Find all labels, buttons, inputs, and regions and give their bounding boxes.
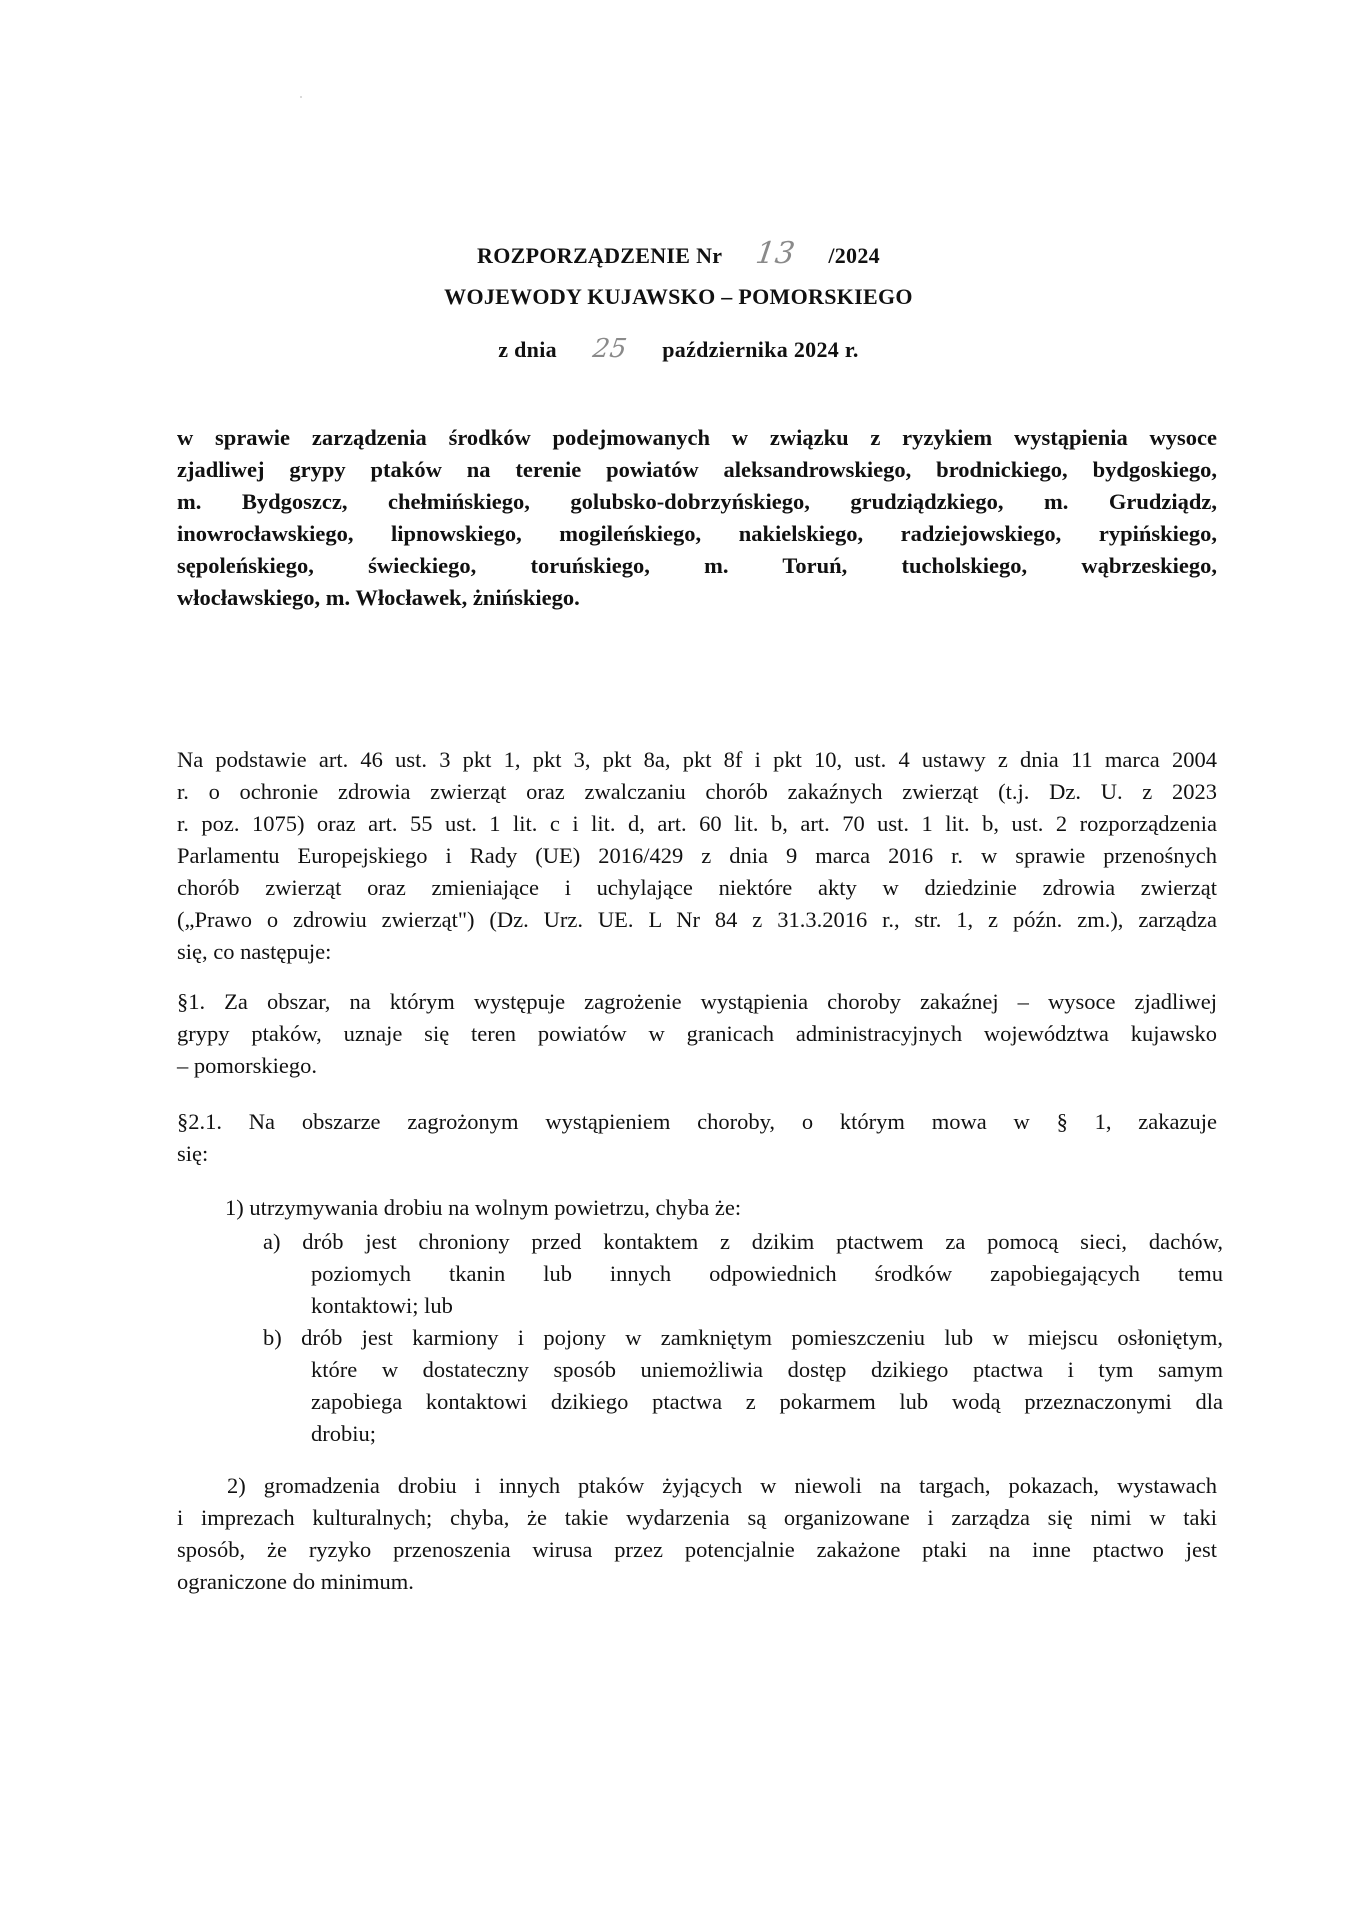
regulation-subject	[177, 422, 1217, 614]
basis-line: chorób zwierząt oraz zmieniające i uchylające niektóre akty w dziedzinie zdrowia zwierząt	[177, 875, 1217, 900]
date-suffix: października 2024 r.	[662, 337, 859, 362]
section-1-line: – pomorskiego.	[177, 1053, 317, 1078]
item-1b-line: drobiu;	[311, 1421, 376, 1446]
basis-line: się, co następuje:	[177, 939, 332, 964]
item-1b-line: które w dostateczny sposób uniemożliwia dostęp dzikiego ptactwa i tym samym	[311, 1357, 1223, 1382]
section-1	[177, 986, 1217, 1082]
section-2-1	[177, 1106, 1217, 1170]
item-2-line: i imprezach kulturalnych; chyba, że takie wydarzenia są organizowane i zarządza się nimi w taki	[177, 1505, 1217, 1530]
subject-line: włocławskiego, m. Włocławek, żnińskiego.	[177, 585, 580, 610]
date-prefix: z dnia	[498, 337, 557, 362]
subject-line: w sprawie zarządzenia środków podejmowanych w związku z ryzykiem wystąpienia wysoce	[177, 425, 1217, 450]
basis-line: r. poz. 1075) oraz art. 55 ust. 1 lit. c i lit. d, art. 60 lit. b, art. 70 ust. 1 lit. b, ust. 2 rozporządzenia	[177, 811, 1217, 836]
subject-line: inowrocławskiego, lipnowskiego, mogileńskiego, nakielskiego, radziejowskiego, rypińskiego,	[177, 521, 1217, 546]
item-1-line: 1) utrzymywania drobiu na wolnym powietrzu, chyba że:	[225, 1195, 742, 1220]
section-1-line: §1. Za obszar, na którym występuje zagrożenie wystąpienia choroby zakaźnej – wysoce zjadliwej	[177, 989, 1217, 1014]
legal-basis	[177, 744, 1217, 968]
item-1a-line: kontaktowi; lub	[311, 1293, 453, 1318]
basis-line: r. o ochronie zdrowia zwierząt oraz zwalczaniu chorób zakaźnych zwierząt (t.j. Dz. U. z 2023	[177, 779, 1217, 804]
item-1a-line: a) drób jest chroniony przed kontaktem z dzikim ptactwem za pomocą sieci, dachów,	[263, 1229, 1223, 1254]
item-1b-line: b) drób jest karmiony i pojony w zamkniętym pomieszczeniu lub w miejscu osłoniętym,	[263, 1325, 1223, 1350]
handwritten-day: 25	[590, 334, 629, 364]
list-item-1a	[263, 1226, 1223, 1322]
handwritten-number: 13	[753, 236, 797, 271]
section-2-1-line: się:	[177, 1141, 209, 1166]
regulation-title	[0, 236, 1357, 271]
subject-line: zjadliwej grypy ptaków na terenie powiatów aleksandrowskiego, brodnickiego, bydgoskiego,	[177, 457, 1217, 482]
list-item-1b	[263, 1322, 1223, 1450]
item-2-line: sposób, że ryzyko przenoszenia wirusa przez potencjalnie zakażone ptaki na inne ptactwo jest	[177, 1537, 1217, 1562]
list-item-2	[177, 1470, 1217, 1598]
section-2-1-line: §2.1. Na obszarze zagrożonym wystąpieniem choroby, o którym mowa w § 1, zakazuje	[177, 1109, 1217, 1134]
issuer: WOJEWODY KUJAWSKO – POMORSKIEGO	[444, 284, 913, 309]
subject-line: sępoleńskiego, świeckiego, toruńskiego, m. Toruń, tucholskiego, wąbrzeskiego,	[177, 553, 1217, 578]
title-suffix: /2024	[828, 243, 880, 268]
basis-line: Na podstawie art. 46 ust. 3 pkt 1, pkt 3, pkt 8a, pkt 8f i pkt 10, ust. 4 ustawy z dnia 11 marca 2004	[177, 747, 1217, 772]
section-1-line: grypy ptaków, uznaje się teren powiatów w granicach administracyjnych województwa kujawsko	[177, 1021, 1217, 1046]
title-prefix: ROZPORZĄDZENIE Nr	[477, 243, 722, 268]
item-1a-line: poziomych tkanin lub innych odpowiednich środków zapobiegających temu	[311, 1261, 1223, 1286]
item-2-line: 2) gromadzenia drobiu i innych ptaków żyjących w niewoli na targach, pokazach, wystawach	[227, 1473, 1217, 1498]
basis-line: („Prawo o zdrowiu zwierząt") (Dz. Urz. UE. L Nr 84 z 31.3.2016 r., str. 1, z późn. zm.), zarządza	[177, 907, 1217, 932]
item-1b-line: zapobiega kontaktowi dzikiego ptactwa z pokarmem lub wodą przeznaczonymi dla	[311, 1389, 1223, 1414]
item-2-line: ograniczone do minimum.	[177, 1569, 414, 1594]
basis-line: Parlamentu Europejskiego i Rady (UE) 2016/429 z dnia 9 marca 2016 r. w sprawie przenośnych	[177, 843, 1217, 868]
list-item-1	[225, 1192, 1225, 1224]
subject-line: m. Bydgoszcz, chełmińskiego, golubsko-dobrzyńskiego, grudziądzkiego, m. Grudziądz,	[177, 489, 1217, 514]
scan-speck	[300, 96, 302, 98]
issue-date	[0, 334, 1357, 364]
